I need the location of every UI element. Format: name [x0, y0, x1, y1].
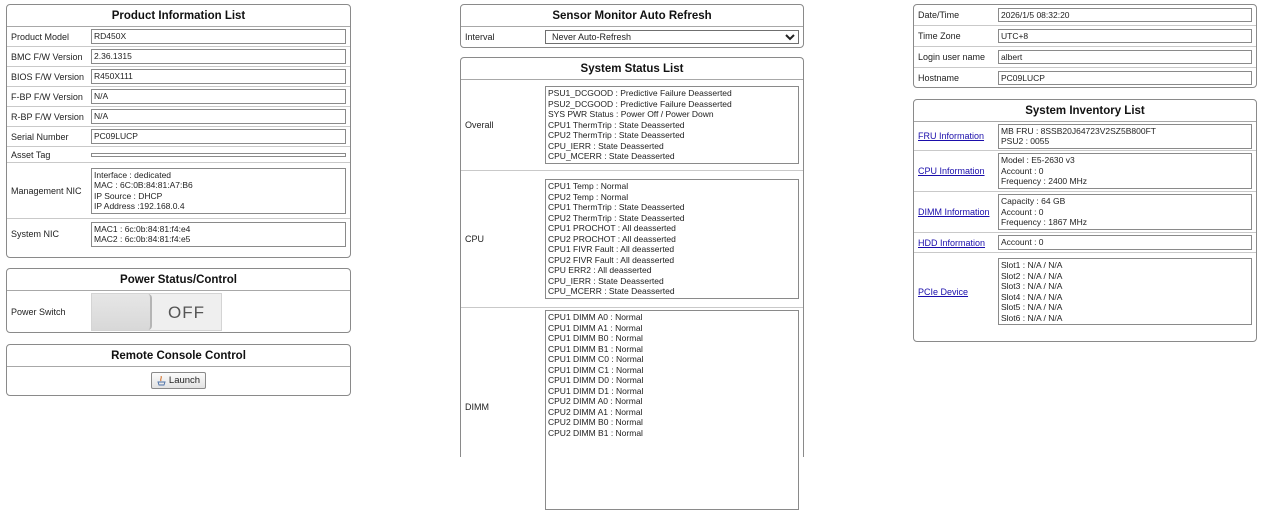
- serial-number-value: PC09LUCP: [91, 129, 346, 144]
- management-nic-row: [7, 163, 350, 219]
- inventory-panel: [913, 99, 1257, 342]
- inventory-cpu-row: [914, 151, 1256, 192]
- status-cpu-value: CPU1 Temp : Normal CPU2 Temp : Normal CPU1 ThermTrip : State Deasserted CPU2 ThermTrip : State Deasserted CPU1 PROCHOT : All deasserted CPU2 PROCHOT : All deasserted CPU1 FIVR Fault : All deasserted CPU2 FIVR Fault : All deasserted CPU ERR2 : All deasserted CPU_IERR : State Deasserted CPU_MCERR : State Deasserted: [545, 179, 799, 299]
- power-switch-label: Power Switch: [11, 307, 66, 317]
- cpu-information-link[interactable]: CPU Information: [918, 166, 985, 176]
- interval-select[interactable]: [545, 30, 799, 44]
- hostname-row: [914, 68, 1256, 88]
- console-panel: [6, 344, 351, 396]
- sensor-panel: [460, 4, 804, 48]
- inventory-pcie-value: Slot1 : N/A / N/A Slot2 : N/A / N/A Slot3 : N/A / N/A Slot4 : N/A / N/A Slot5 : N/A / N/A Slot6 : N/A / N/A: [998, 258, 1252, 325]
- product-model-value: RD450X: [91, 29, 346, 44]
- sensor-title: Sensor Monitor Auto Refresh: [461, 5, 803, 27]
- launch-button[interactable]: [151, 372, 206, 389]
- fbp-fw-label: F-BP F/W Version: [11, 91, 83, 102]
- management-nic-value: Interface : dedicated MAC : 6C:0B:84:81:A7:B6 IP Source : DHCP IP Address :192.168.0.4: [91, 168, 346, 214]
- system-nic-row: [7, 219, 350, 249]
- status-overall-row: [461, 80, 803, 171]
- datetime-row: [914, 5, 1256, 26]
- asset-tag-row: [7, 147, 350, 163]
- system-nic-value: MAC1 : 6c:0b:84:81:f4:e4 MAC2 : 6c:0b:84:81:f4:e5: [91, 222, 346, 247]
- login-user-label: Login user name: [918, 52, 986, 62]
- serial-number-row: [7, 127, 350, 147]
- rbp-fw-row: [7, 107, 350, 127]
- asset-tag-label: Asset Tag: [11, 149, 51, 160]
- bios-fw-label: BIOS F/W Version: [11, 71, 85, 82]
- status-cpu-row: [461, 171, 803, 308]
- bmc-fw-value: 2.36.1315: [91, 49, 346, 64]
- power-switch-toggle[interactable]: [91, 293, 222, 331]
- hdd-information-link[interactable]: HDD Information: [918, 237, 986, 248]
- power-panel: [6, 268, 351, 333]
- bmc-fw-label: BMC F/W Version: [11, 51, 83, 62]
- dimm-information-link[interactable]: DIMM Information: [918, 207, 990, 217]
- system-status-title: System Status List: [461, 58, 803, 80]
- timezone-value: UTC+8: [998, 29, 1252, 44]
- inventory-dimm-value: Capacity : 64 GB Account : 0 Frequency : 1867 MHz: [998, 194, 1252, 230]
- status-dimm-row: [461, 308, 803, 508]
- fru-information-link[interactable]: FRU Information: [918, 131, 985, 141]
- power-title: Power Status/Control: [7, 269, 350, 291]
- datetime-label: Date/Time: [918, 10, 960, 20]
- management-nic-label: Management NIC: [11, 185, 82, 196]
- rbp-fw-value: N/A: [91, 109, 346, 124]
- console-title: Remote Console Control: [7, 345, 350, 367]
- system-status-panel: [460, 57, 804, 457]
- power-state-text: OFF: [168, 303, 205, 322]
- inventory-cpu-value: Model : E5-2630 v3 Account : 0 Frequency : 2400 MHz: [998, 153, 1252, 189]
- bios-fw-value: R450X111: [91, 69, 346, 84]
- datetime-value: 2026/1/5 08:32:20: [998, 8, 1252, 23]
- product-info-panel: [6, 4, 351, 258]
- serial-number-label: Serial Number: [11, 131, 69, 142]
- bios-fw-row: [7, 67, 350, 87]
- bmc-fw-row: [7, 47, 350, 67]
- status-cpu-label: CPU: [465, 234, 485, 244]
- inventory-fru-value: MB FRU : 8SSB20J64723V2SZ5B800FT PSU2 : 0055: [998, 124, 1252, 149]
- pcie-device-link[interactable]: PCIe Device: [918, 286, 969, 297]
- datetime-panel: [913, 4, 1257, 88]
- power-switch-row: [7, 291, 350, 333]
- system-nic-label: System NIC: [11, 229, 60, 239]
- inventory-pcie-row: [914, 253, 1256, 330]
- timezone-label: Time Zone: [918, 31, 961, 41]
- timezone-row: [914, 26, 1256, 47]
- fbp-fw-row: [7, 87, 350, 107]
- inventory-hdd-row: [914, 233, 1256, 253]
- interval-label: Interval: [465, 32, 495, 42]
- login-user-row: [914, 47, 1256, 68]
- status-overall-value: PSU1_DCGOOD : Predictive Failure Deasserted PSU2_DCGOOD : Predictive Failure Deasserted SYS PWR Status : Power Off / Power Down CPU1 ThermTrip : State Deasserted CPU2 ThermTrip : State Deasserted CPU_IERR : State Deasserted CPU_MCERR : State Deasserted: [545, 86, 799, 164]
- inventory-title: System Inventory List: [914, 100, 1256, 122]
- launch-label: Launch: [168, 375, 201, 386]
- rbp-fw-label: R-BP F/W Version: [11, 111, 84, 122]
- status-dimm-label: DIMM: [465, 402, 489, 412]
- status-dimm-value: CPU1 DIMM A0 : Normal CPU1 DIMM A1 : Normal CPU1 DIMM B0 : Normal CPU1 DIMM B1 : Normal CPU1 DIMM C0 : Normal CPU1 DIMM C1 : Normal CPU1 DIMM D0 : Normal CPU1 DIMM D1 : Normal CPU2 DIMM A0 : Normal CPU2 DIMM A1 : Normal CPU2 DIMM B0 : Normal CPU2 DIMM B1 : Normal: [545, 310, 799, 510]
- hostname-label: Hostname: [918, 73, 960, 83]
- inventory-fru-row: [914, 122, 1256, 151]
- inventory-dimm-row: [914, 192, 1256, 233]
- status-overall-label: Overall: [465, 120, 494, 130]
- power-switch-knob[interactable]: [92, 294, 152, 330]
- product-model-row: [7, 27, 350, 47]
- java-icon: [157, 376, 166, 386]
- inventory-hdd-value: Account : 0: [998, 235, 1252, 250]
- interval-row: [461, 27, 803, 47]
- product-info-title: Product Information List: [7, 5, 350, 27]
- product-model-label: Product Model: [11, 31, 70, 42]
- fbp-fw-value: N/A: [91, 89, 346, 104]
- login-user-value: albert: [998, 50, 1252, 65]
- asset-tag-value: [91, 153, 346, 157]
- hostname-value: PC09LUCP: [998, 71, 1252, 86]
